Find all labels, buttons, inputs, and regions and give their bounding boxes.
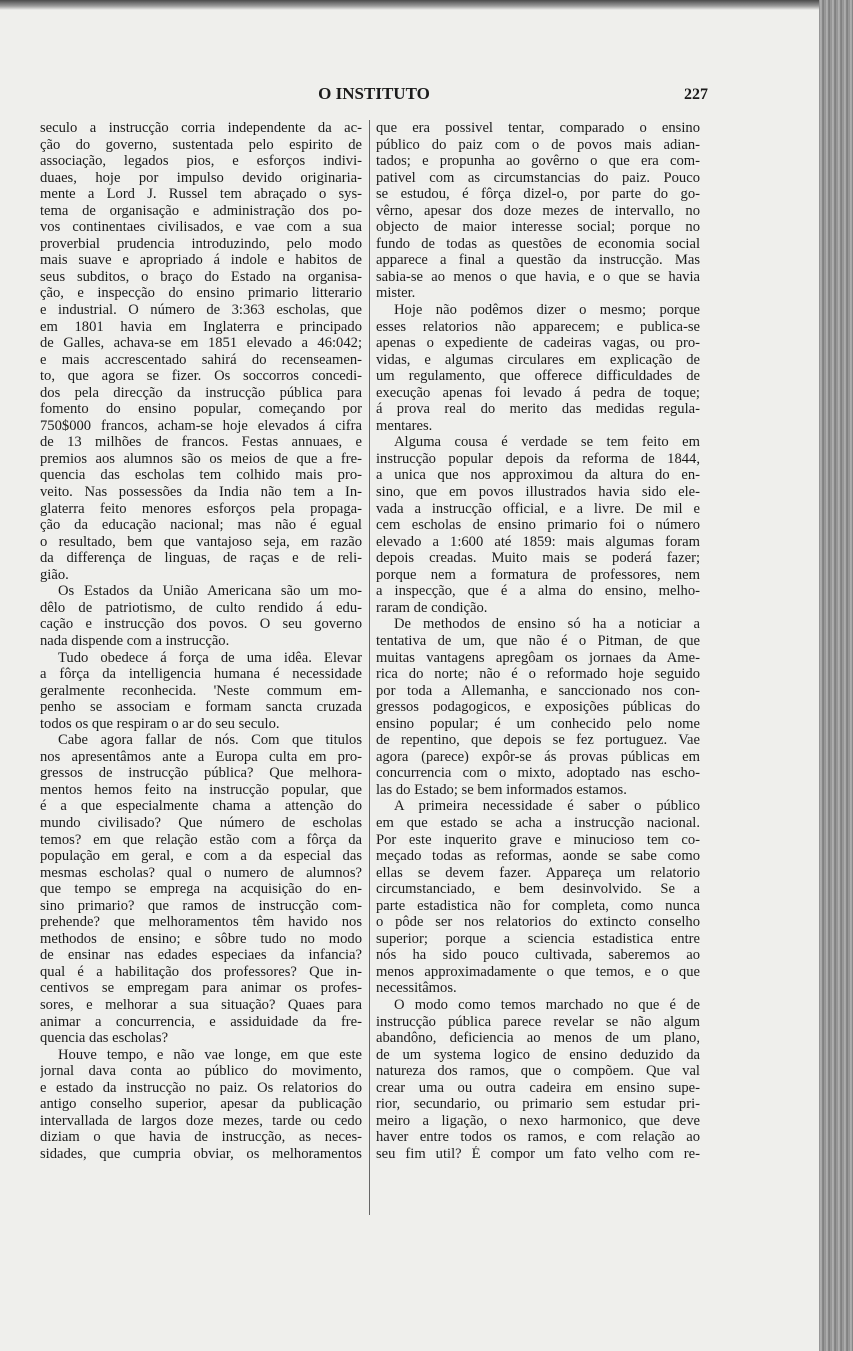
text-line: seu fim util? É compor um fato velho com re- <box>376 1145 700 1162</box>
text-line: penho se associam e formam sancta cruzada <box>40 699 362 716</box>
text-line: seus subditos, o braço do Estado na organisa- <box>40 268 362 285</box>
text-line: raram de condição. <box>376 599 488 616</box>
text-line: menos approximadamente o que temos, e o que <box>376 963 700 980</box>
page-header <box>40 84 708 108</box>
text-line: e mais accrescentado sahirá do recenseamen- <box>40 351 362 368</box>
text-line: mentos hemos feito na instrucção popular, que <box>40 781 362 798</box>
text-line: gião. <box>40 566 69 583</box>
text-line: duaes, hoje por impulso devido originaria- <box>40 169 362 186</box>
text-line: nós ha sido pouco cultivada, saberemos ao <box>376 947 700 964</box>
text-line: quencia das escholas? <box>40 1030 169 1047</box>
text-line: centivos se empregam para animar os profes- <box>40 980 362 997</box>
text-line: que era possivel tentar, comparado o ensino <box>376 120 700 136</box>
text-line: 750$000 francos, acham-se hoje elevados á cifra <box>40 417 362 434</box>
text-line: e estado da instrucção no paiz. Os relatorios do <box>40 1079 362 1096</box>
text-line: methodos de ensino; e sôbre tudo no modo <box>40 930 362 947</box>
left-column <box>40 120 362 1162</box>
text-line: mister. <box>376 285 416 302</box>
text-line: ensino popular; é um conhecido pelo nome <box>376 715 700 732</box>
text-line: diziam o que havia de instrucção, as neces- <box>40 1129 362 1146</box>
text-line: circumstanciado, e bem desinvolvido. Se a <box>376 881 700 898</box>
text-line: instrucção popular depois da reforma de 1844, <box>376 450 700 467</box>
running-title: O INSTITUTO <box>318 84 430 103</box>
text-line: geralmente reconhecida. 'Neste commum em- <box>40 682 362 699</box>
text-line: em que estado se acha a instrucção nacional. <box>376 814 700 831</box>
text-line: concurrencia com o mixto, adoptado nas escho- <box>376 765 700 782</box>
text-line: á prova real do merito das medidas regula- <box>376 401 700 418</box>
text-line: mentares. <box>376 417 433 434</box>
text-line: depois creadas. Muito mais se poderá fazer; <box>376 550 700 567</box>
text-line: público do paiz com o de povos mais adian- <box>376 136 700 153</box>
text-line: elevado a 1:600 até 1859: mais algumas foram <box>376 533 700 550</box>
text-line: tados; e propunha ao govêrno o que era com- <box>376 153 700 170</box>
text-line: veito. Nas possessões da India não tem a In- <box>40 484 362 501</box>
text-line: qual é a habilitação dos professores? Que in- <box>40 963 362 980</box>
text-line: O modo como temos marchado no que é de <box>394 996 700 1013</box>
text-line: que tempo se emprega na acquisição do en- <box>40 881 362 898</box>
text-line: de ensinar nas edades especiaes da infancia? <box>40 947 362 964</box>
text-line: temos? em que relação estão com a fôrça da <box>40 831 362 848</box>
text-line: natureza dos ramos, que o compõem. Que val <box>376 1063 700 1080</box>
text-line: ção do governo, sustentada pelo espirito de <box>40 136 362 153</box>
text-line: sidades, que cumpria obviar, os melhoramentos <box>40 1145 362 1162</box>
text-line: apparece a final a questão da instrucção. Mas <box>376 252 700 269</box>
text-line: o resultado, bem que vantajoso seja, em razão <box>40 533 362 550</box>
text-line: gressos podagogicos, e exposições públicas do <box>376 699 700 716</box>
text-line: premios aos alumnos são os meios de que a fre- <box>40 450 362 467</box>
text-line: dêlo de patriotismo, de culto rendido á edu- <box>40 599 362 616</box>
text-line: meiro a ligação, o nexo harmonico, que deve <box>376 1112 700 1129</box>
text-line: vada a instrucção official, e a livre. De mil e <box>376 500 700 517</box>
text-line: associação, legados pios, e esforços indivi- <box>40 153 362 170</box>
text-line: apenas o expediente de cadeiras vagas, ou pro- <box>376 335 700 352</box>
text-line: mais suave e apropriado á indole e habitos de <box>40 252 362 269</box>
text-line: ção, e inspecção do ensino primario litterario <box>40 285 362 302</box>
text-line: um regulamento, que offerece difficuldades de <box>376 368 700 385</box>
text-line: las do Estado; se bem informados estamos. <box>376 781 627 798</box>
text-line: mundo civilisado? Que número de escholas <box>40 814 362 831</box>
text-line: de 13 milhões de francos. Festas annuaes, e <box>40 434 362 451</box>
text-line: nos apresentâmos ante a Europa culta em pro- <box>40 748 362 765</box>
text-line: pativel com as circumstancias do paiz. Pouco <box>376 169 700 186</box>
page-number: 227 <box>684 86 708 103</box>
text-line: rior, secundario, ou primario sem estudar pri- <box>376 1096 700 1113</box>
text-line: da differença de linguas, de raças e de reli- <box>40 550 362 567</box>
text-line: instrucção pública parece revelar se não algum <box>376 1013 700 1030</box>
text-line: agora (parece) expôr-se ás provas públicas em <box>376 748 700 765</box>
text-line: nada dispende com a instrucção. <box>40 632 230 649</box>
text-line: vêrno, apesar dos doze mezes de intervallo, no <box>376 202 700 219</box>
text-line: superior; porque a sciencia estadistica entre <box>376 930 700 947</box>
text-line: fomento do ensino popular, começando por <box>40 401 362 418</box>
text-line: crear uma ou outra cadeira em ensino supe- <box>376 1079 700 1096</box>
text-line: haver entre todos os ramos, e com relação ao <box>376 1129 700 1146</box>
text-line: cem escholas de ensino primario foi o número <box>376 517 700 534</box>
text-line: em 1801 havia em Inglaterra e principado <box>40 318 362 335</box>
column-divider <box>369 120 370 1215</box>
text-line: a unica que nos approximou da altura do en- <box>376 467 700 484</box>
text-line: porque nem a formatura de professores, nem <box>376 566 700 583</box>
text-line: abandôno, deficiencia ao menos de um plano, <box>376 1030 700 1047</box>
text-line: Os Estados da União Americana são um mo- <box>58 583 362 600</box>
book-fore-edge <box>819 0 853 1351</box>
text-line: Por este inquerito grave e minucioso tem co- <box>376 831 700 848</box>
text-line: glaterra feito menores esforços pela propaga- <box>40 500 362 517</box>
page-top-edge <box>0 0 853 10</box>
text-line: se estudou, é fôrça dizel-o, por parte do go- <box>376 186 700 203</box>
text-line: ellas se devem fazer. Appareça um relatorio <box>376 864 700 881</box>
text-line: e industrial. O número de 3:363 escholas, que <box>40 302 362 319</box>
text-line: sabia-se ao menos o que havia, e o que se havia <box>376 268 700 285</box>
text-line: De methodos de ensino só ha a noticiar a <box>394 616 700 633</box>
text-line: dos pela direcção da instrucção pública para <box>40 384 362 401</box>
text-line: o pôde ser nos relatorios do extincto conselho <box>376 914 700 931</box>
text-line: rica do norte; não é o reformado hoje seguido <box>376 666 700 683</box>
text-line: jornal dava conta ao público do movimento, <box>40 1063 362 1080</box>
text-line: parte estadistica não for completa, como nunca <box>376 897 700 914</box>
text-line: de um systema logico de ensino deduzido da <box>376 1046 700 1063</box>
text-line: de Galles, achava-se em 1851 elevado a 46:042; <box>40 335 362 352</box>
text-line: é a que especialmente chama a attenção do <box>40 798 362 815</box>
text-line: seculo a instrucção corria independente da ac- <box>40 120 362 136</box>
text-line: vidas, e algumas circulares em explicação de <box>376 351 700 368</box>
text-line: a fôrça da intelligencia humana é necessidade <box>40 666 362 683</box>
text-line: sores, e melhorar a sua situação? Quaes para <box>40 996 362 1013</box>
text-line: meçado todas as reformas, aonde se sabe como <box>376 848 700 865</box>
text-line: A primeira necessidade é saber o público <box>394 798 700 815</box>
text-line: Cabe agora fallar de nós. Com que titulos <box>58 732 362 749</box>
text-line: mesmas escholas? qual o numero de alumnos? <box>40 864 362 881</box>
text-line: to, que agora se fizer. Os soccorros concedi- <box>40 368 362 385</box>
text-line: necessitâmos. <box>376 980 457 997</box>
text-line: Alguma cousa é verdade se tem feito em <box>394 434 700 451</box>
text-line: Houve tempo, e não vae longe, em que este <box>58 1046 362 1063</box>
text-line: de repentino, que depois se fez portuguez. Vae <box>376 732 700 749</box>
text-line: tentativa de um, que não é o Pitman, de que <box>376 632 700 649</box>
text-line: cação e instrucção dos povos. O seu governo <box>40 616 362 633</box>
text-line: por toda a Allemanha, e sanccionado nos con- <box>376 682 700 699</box>
text-line: prehende? que melhoramentos têm havido nos <box>40 914 362 931</box>
text-line: todos os que respiram o ar do seu seculo. <box>40 715 280 732</box>
text-line: vos continentaes civilisados, e vae com a sua <box>40 219 362 236</box>
text-line: a inspecção, que é a alma do ensino, melho- <box>376 583 700 600</box>
text-line: Tudo obedece á força de uma idêa. Elevar <box>58 649 362 666</box>
text-line: objecto de maior interesse social; porque no <box>376 219 700 236</box>
text-line: esses relatorios não apparecem; e publica-se <box>376 318 700 335</box>
text-line: sino primario? que ramos de instrucção com- <box>40 897 362 914</box>
text-line: mente a Lord J. Russel tem abraçado o sys- <box>40 186 362 203</box>
text-line: intervallada de largos doze mezes, tarde ou cedo <box>40 1112 362 1129</box>
text-line: animar a concurrencia, e assiduidade da fre- <box>40 1013 362 1030</box>
text-line: gressos de instrucção pública? Que melhora- <box>40 765 362 782</box>
text-line: execução apenas foi levado á pedra de toque; <box>376 384 700 401</box>
text-line: ção da educação nacional; mas não é egual <box>40 517 362 534</box>
text-line: população em geral, e com a da especial das <box>40 848 362 865</box>
text-line: antigo conselho superior, apesar da publicação <box>40 1096 362 1113</box>
right-column <box>376 120 700 1162</box>
text-line: tema de organisação e administração dos po- <box>40 202 362 219</box>
text-line: Hoje não podêmos dizer o mesmo; porque <box>394 302 700 319</box>
text-line: fundo de todas as questões de economia social <box>376 235 700 252</box>
text-line: sino, que em povos illustrados havia sido ele- <box>376 484 700 501</box>
text-line: proverbial prudencia introduzindo, pelo modo <box>40 235 362 252</box>
text-line: quencia das escholas tem colhido mais pro- <box>40 467 362 484</box>
text-line: muitas vantagens apregôam os jornaes da Ame- <box>376 649 700 666</box>
